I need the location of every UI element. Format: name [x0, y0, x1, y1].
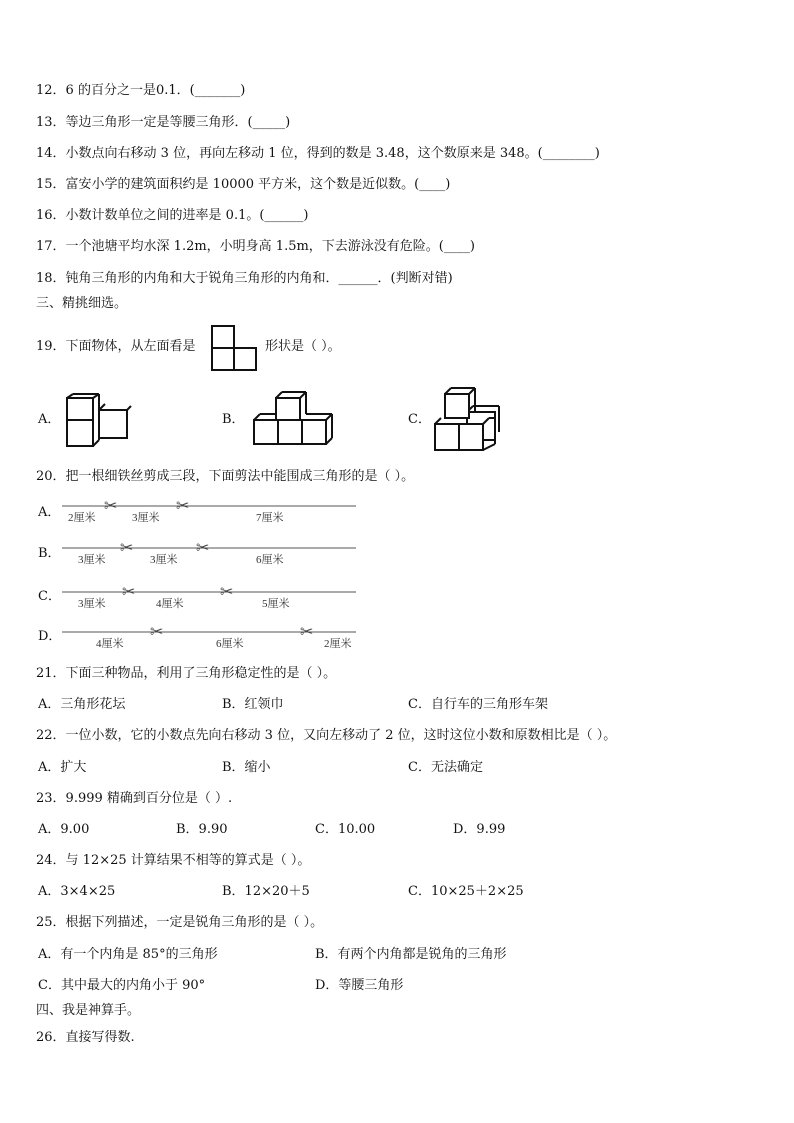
question-20-text: 20．把一根细铁丝剪成三段，下面剪法中能围成三角形的是（ ）。: [36, 469, 415, 484]
scissors-icon: ✂: [122, 582, 136, 601]
scissors-icon: ✂: [196, 538, 210, 557]
q20-option-a-label: A．: [38, 505, 61, 520]
q23-option-b: B．9.90: [176, 822, 228, 837]
q25-option-b: B．有两个内角都是锐角的三角形: [315, 947, 507, 962]
question-25-text: 25．根据下列描述，一定是锐角三角形的是（ ）。: [36, 915, 324, 930]
q23-option-c: C．10.00: [315, 822, 376, 837]
q24-option-a: A．3×4×25: [38, 884, 116, 899]
segment-label: 3厘米: [132, 512, 160, 524]
segment-label: 3厘米: [78, 598, 106, 610]
q22-option-a: A．扩大: [38, 760, 87, 775]
q25-option-a: A．有一个内角是 85°的三角形: [38, 947, 218, 962]
segment-label: 6厘米: [256, 554, 284, 566]
left-view-shape-icon: [211, 325, 257, 371]
question-21-text: 21．下面三种物品，利用了三角形稳定性的是（ ）。: [36, 666, 337, 681]
question-16: 16．小数计数单位之间的进率是 0.1。(______): [36, 208, 309, 223]
question-19-text: 19．下面物体，从左面看是: [36, 339, 196, 354]
segment-label: 2厘米: [324, 638, 352, 650]
wire-diagram-a: [60, 496, 360, 528]
q25-option-c: C．其中最大的内角小于 90°: [38, 978, 206, 993]
q19-option-b-label: B．: [222, 412, 245, 427]
q20-option-b-label: B．: [38, 546, 61, 561]
wire-diagram-c: [60, 582, 360, 614]
scissors-icon: ✂: [220, 582, 234, 601]
q19-option-c-label: C．: [408, 412, 431, 427]
question-24-text: 24．与 12×25 计算结果不相等的算式是（ ）。: [36, 853, 311, 868]
q22-option-c: C．无法确定: [408, 760, 483, 775]
scissors-icon: ✂: [120, 538, 134, 557]
scissors-icon: ✂: [300, 622, 314, 641]
question-18: 18．钝角三角形的内角和大于锐角三角形的内角和．______．(判断对错): [36, 271, 453, 286]
question-12: 12．6 的百分之一是0.1．(_______): [36, 83, 246, 98]
segment-label: 5厘米: [262, 598, 290, 610]
q24-option-b: B．12×20＋5: [222, 884, 310, 899]
scissors-icon: ✂: [150, 622, 164, 641]
q21-option-a: A．三角形花坛: [38, 697, 126, 712]
q20-option-d-label: D．: [38, 629, 62, 644]
question-19-text-end: 形状是（ ）。: [265, 339, 341, 354]
q22-option-b: B．缩小: [222, 760, 271, 775]
segment-label: 6厘米: [216, 638, 244, 650]
scissors-icon: ✂: [176, 496, 190, 515]
section-4-heading: 四、我是神算手。: [36, 1003, 141, 1018]
question-17: 17．一个池塘平均水深 1.2m，小明身高 1.5m，下去游泳没有危险。(____): [36, 239, 475, 254]
segment-label: 7厘米: [256, 512, 284, 524]
question-15: 15．富安小学的建筑面积约是 10000 平方米，这个数是近似数。(____): [36, 177, 451, 192]
question-13: 13．等边三角形一定是等腰三角形．(_____): [36, 115, 291, 130]
question-14: 14．小数点向右移动 3 位，再向左移动 1 位，得到的数是 3.48，这个数原来是 348。(________): [36, 146, 600, 161]
wire-diagram-b: [60, 538, 360, 570]
q20-option-c-label: C．: [38, 589, 61, 604]
segment-label: 3厘米: [150, 554, 178, 566]
q24-option-c: C．10×25＋2×25: [408, 884, 524, 899]
q19-option-a-label: A．: [38, 412, 61, 427]
section-3-heading: 三、精挑细选。: [36, 296, 128, 311]
q23-option-d: D．9.99: [453, 822, 506, 837]
segment-label: 4厘米: [96, 638, 124, 650]
q25-option-d: D．等腰三角形: [315, 978, 404, 993]
q21-option-b: B．红领巾: [222, 697, 284, 712]
cube-stack-c-icon: [433, 386, 499, 452]
segment-label: 3厘米: [78, 554, 106, 566]
question-23-text: 23．9.999 精确到百分位是（ ）.: [36, 791, 233, 806]
segment-label: 4厘米: [156, 598, 184, 610]
segment-label: 2厘米: [68, 512, 96, 524]
cube-stack-a-icon: [65, 394, 131, 450]
q21-option-c: C．自行车的三角形车架: [408, 697, 548, 712]
question-22-text: 22．一位小数，它的小数点先向右移动 3 位，又向左移动了 2 位，这时这位小数和原数相比是（ ）。: [36, 728, 617, 743]
scissors-icon: ✂: [104, 496, 118, 515]
question-26-text: 26．直接写得数.: [36, 1030, 135, 1045]
wire-diagram-d: [60, 622, 360, 654]
cube-stack-b-icon: [252, 392, 332, 448]
q23-option-a: A．9.00: [38, 822, 90, 837]
